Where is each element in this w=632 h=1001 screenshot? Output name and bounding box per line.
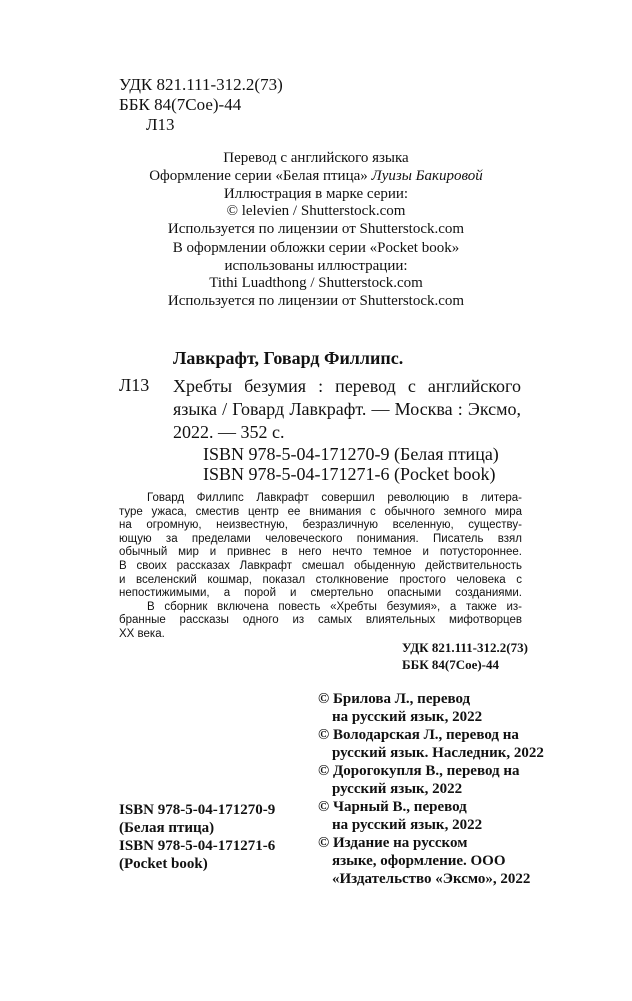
copyright-line: © Брилова Л., перевод [318, 691, 471, 707]
catalog-isbn-2: ISBN 978-5-04-171271-6 (Pocket book) [203, 464, 496, 484]
isbn-line: ISBN 978-5-04-171271-6 [119, 838, 276, 854]
license-note-2: Используется по лицензии от Shutterstock.com [167, 293, 465, 309]
pocket-cover-note: В оформлении обложки серии «Pocket book» [172, 240, 460, 256]
annotation-line: ющую за пределами человеческого понимания. Писатель взял [119, 532, 522, 545]
copyright-entry [318, 726, 544, 762]
copyright-line: © Дорогокупля В., перевод на [318, 763, 520, 779]
copyright-line: языке, оформление. ООО [332, 853, 506, 869]
copyright-line: © Чарный В., перевод [318, 799, 467, 815]
series-design-author: Луизы Бакировой [371, 168, 483, 184]
isbn-line: (Pocket book) [119, 856, 208, 872]
copyright-entry [318, 834, 544, 888]
catalog-title-line: 2022. — 352 с. [173, 422, 285, 442]
series-illustration: Иллюстрация в марке серии: [223, 186, 409, 202]
isbn-block [119, 801, 275, 873]
isbn-line: ISBN 978-5-04-171270-9 [119, 802, 276, 818]
annotation [119, 492, 522, 642]
license-note-1: Используется по лицензии от Shutterstock.com [167, 221, 465, 237]
annotation-line: В своих рассказах Лавкрафт смешал обыденную действительность [119, 559, 522, 572]
annotation-line: XX века. [119, 627, 165, 640]
copyright-entry [318, 798, 544, 834]
bbk-header: ББК 84(7Сое)-44 [119, 95, 242, 114]
tithi-credit: Tithi Luadthong / Shutterstock.com [209, 275, 423, 291]
annotation-line: бранные рассказы одного из самых влиятельных мифотворцев [119, 614, 522, 627]
lelevien-credit: © lelevien / Shutterstock.com [226, 203, 406, 219]
translation-note: Перевод с английского языка [223, 150, 409, 166]
annotation-line: на огромную, неизвестную, безразличную вселенную, существу- [119, 519, 522, 532]
annotation-udk: УДК 821.111-312.2(73) [402, 640, 528, 655]
annotation-line: и вселенский кошмар, показал столкновение простого человека с [119, 573, 522, 586]
copyright-entry [318, 762, 544, 798]
annotation-bbk: ББК 84(7Сое)-44 [402, 657, 500, 672]
copyright-line: русский язык. Наследник, 2022 [332, 745, 544, 761]
annotation-line: обычный мир и привнес в него нечто темное и потустороннее. [119, 546, 522, 559]
used-illustrations: использованы иллюстрации: [224, 258, 408, 274]
annotation-line: В сборник включена повесть «Хребты безумия», а также из- [147, 600, 522, 613]
catalog-description [173, 375, 521, 444]
isbn-line: (Белая птица) [119, 820, 215, 836]
copyright-line: на русский язык, 2022 [332, 817, 483, 833]
annotation-line: туре ужаса, сместив центр ее внимания с обычного земного мира [119, 505, 522, 518]
annotation-line: непостижимыми, а порой и смертельно опасными созданиями. [119, 587, 522, 600]
catalog-title-line: Хребты безумия : перевод с английского [173, 376, 521, 396]
catalog-title-line: языка / Говард Лавкрафт. — Москва : Эксмо, [173, 399, 521, 419]
annotation-line: Говард Филлипс Лавкрафт совершил революцию в литера- [147, 492, 522, 504]
series-design [0, 168, 632, 185]
catalog-mark: Л13 [119, 375, 150, 395]
catalog-author: Лавкрафт, Говард Филлипс. [173, 348, 404, 368]
catalog-isbn-1: ISBN 978-5-04-171270-9 (Белая птица) [203, 444, 499, 464]
author-mark-header: Л13 [146, 115, 175, 134]
copyright-line: русский язык, 2022 [332, 781, 463, 797]
copyright-block [318, 690, 544, 888]
copyright-line: «Издательство «Эксмо», 2022 [332, 871, 531, 887]
copyright-line: © Издание на русском [318, 835, 468, 851]
copyright-line: © Володарская Л., перевод на [318, 727, 519, 743]
copyright-entry [318, 690, 544, 726]
udk-header: УДК 821.111-312.2(73) [119, 75, 283, 94]
series-design-label: Оформление серии «Белая птица» [149, 168, 368, 184]
copyright-line: на русский язык, 2022 [332, 709, 483, 725]
